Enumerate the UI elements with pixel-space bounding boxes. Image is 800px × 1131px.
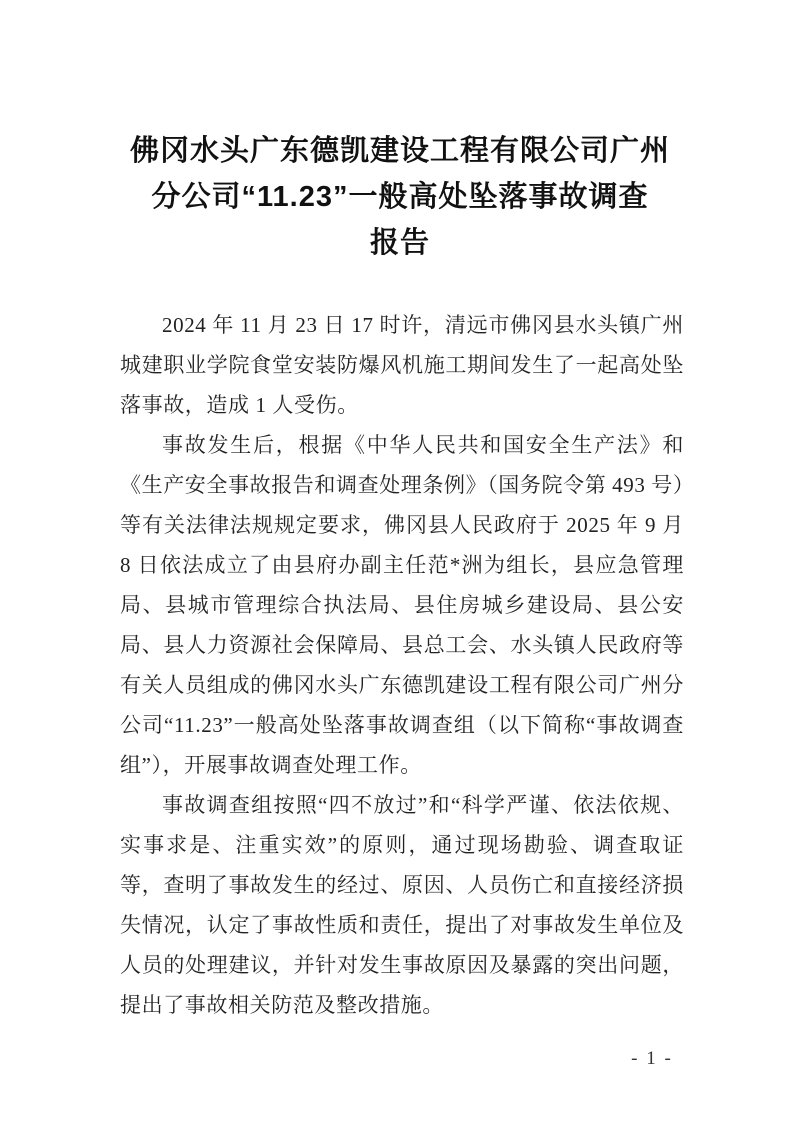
title-line-2: 分公司“11.23”一般高处坠落事故调查 [151, 181, 649, 213]
body-paragraph-1: 2024 年 11 月 23 日 17 时许，清远市佛冈县水头镇广州城建职业学院食堂安装防爆风机施工期间发生了一起高处坠落事故，造成 1 人受伤。 [120, 313, 684, 417]
body-paragraph-3: 事故调查组按照“四不放过”和“科学严谨、依法依规、实事求是、注重实效”的原则，通过现场勘验、调查取证等，查明了事故发生的经过、原因、人员伤亡和直接经济损失情况，认定了事故性质和责任，提出了对事故发生单位及人员的处理建议，并针对发生事故原因及暴露的突出问题，提出了事故相关防范及整改措施。 [120, 793, 684, 1017]
title-line-1: 佛冈水头广东德凯建设工程有限公司广州 [129, 135, 670, 167]
page-number: - 1 - [631, 1048, 673, 1069]
document-body [120, 305, 684, 1025]
body-paragraph-2: 事故发生后，根据《中华人民共和国安全生产法》和《生产安全事故报告和调查处理条例》（国务院令第 493 号）等有关法律法规规定要求，佛冈县人民政府于 2025 年 9 月 8 日依法成立了由县府办副主任范*洲为组长，县应急管理局、县城市管理综合执法局、县住房城乡建设局、县公安局、县人力资源社会保障局、县总工会、水头镇人民政府等有关人员组成的佛冈水头广东德凯建设工程有限公司广州分公司“11.23”一般高处坠落事故调查组（以下简称“事故调查组”），开展事故调查处理工作。 [120, 433, 684, 777]
title-line-3: 报告 [369, 227, 430, 259]
document-title [118, 128, 682, 266]
